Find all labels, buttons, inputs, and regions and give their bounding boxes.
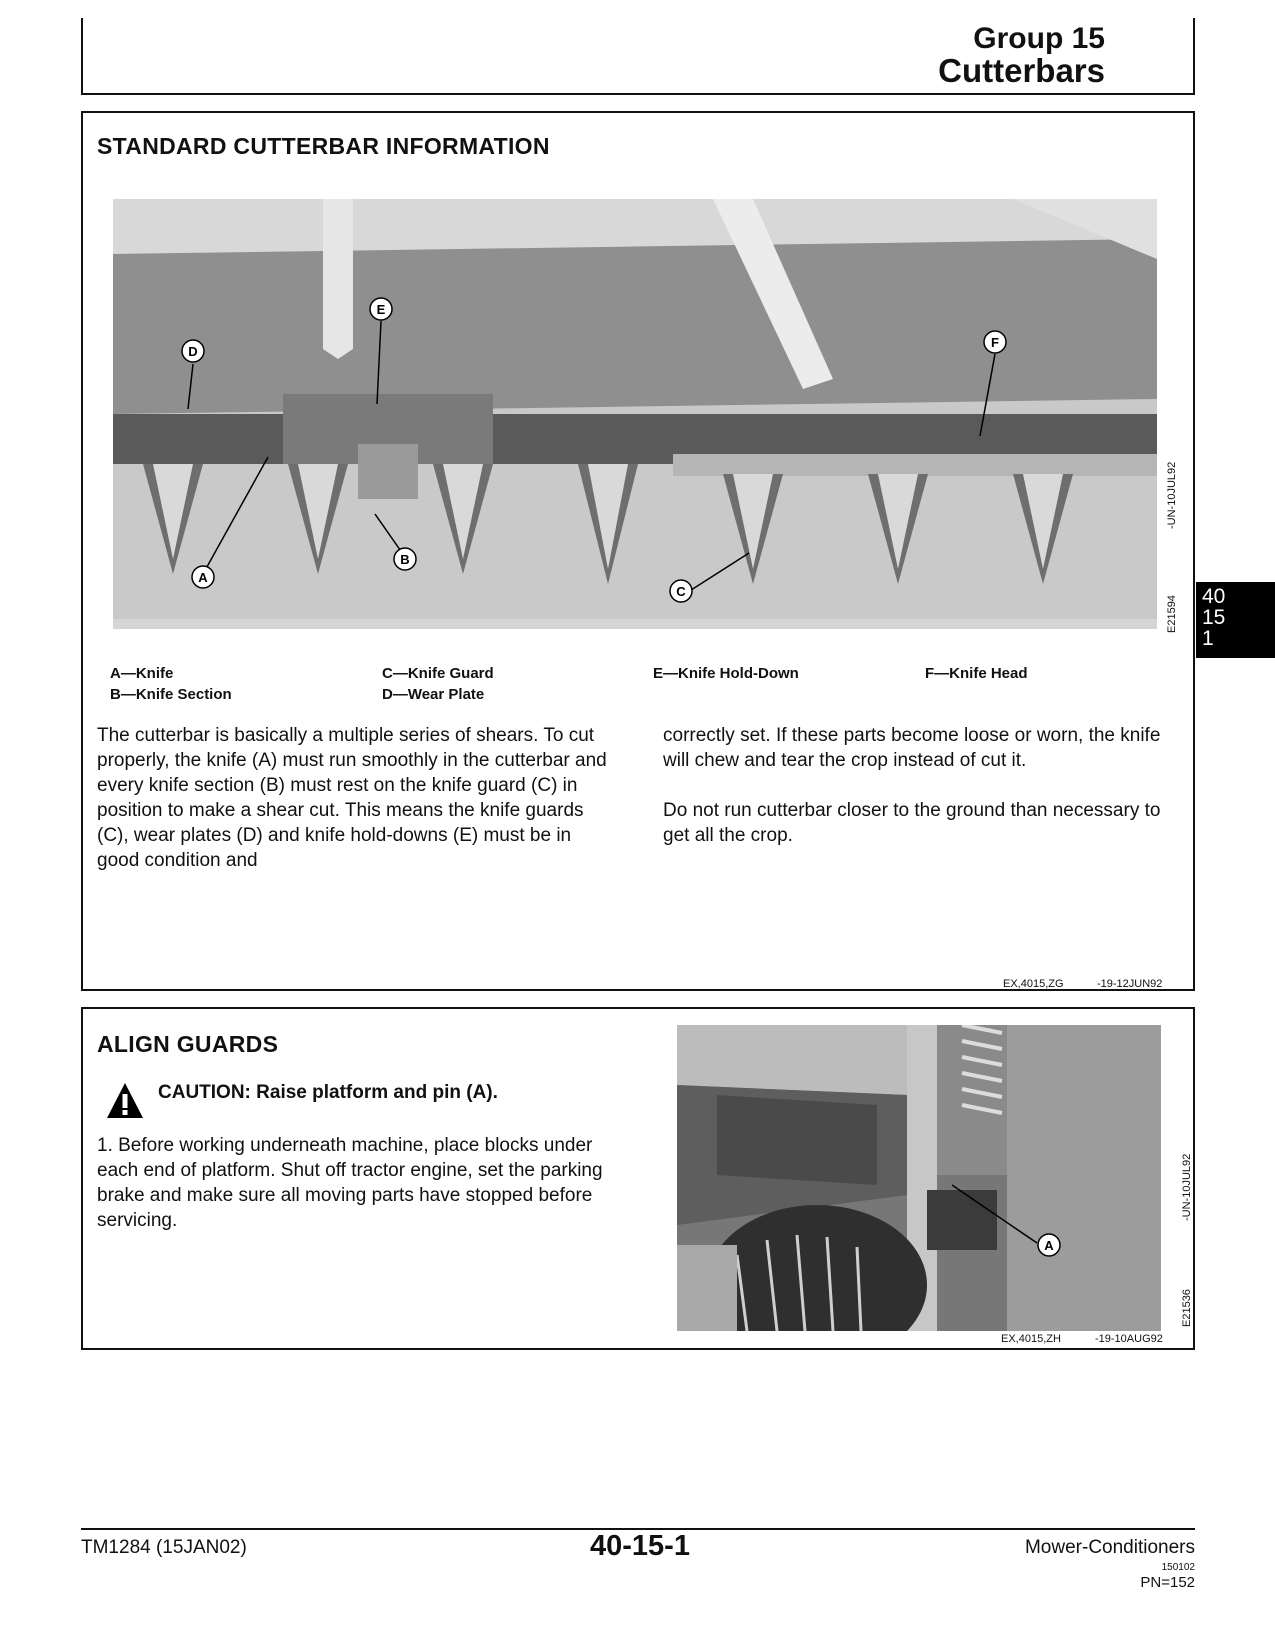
header-bottom-rule <box>81 93 1195 95</box>
image-code-e: E21594 <box>1166 595 1178 633</box>
body-column-2 <box>663 723 1183 848</box>
section-standard-cutterbar <box>81 111 1195 991</box>
tab-line-3: 1 <box>1202 627 1214 650</box>
legend-knife-head: F—Knife Head <box>925 665 1028 682</box>
callout-c: C <box>676 584 686 599</box>
callout-layer <box>677 1025 1161 1331</box>
section-align-guards <box>81 1007 1195 1350</box>
footer-doc-id: TM1284 (15JAN02) <box>81 1537 247 1558</box>
footer-page-number: 40-15-1 <box>590 1530 690 1562</box>
legend-knife-guard: C—Knife Guard <box>382 665 494 682</box>
section-title: STANDARD CUTTERBAR INFORMATION <box>97 133 550 159</box>
legend-knife-hold-down: E—Knife Hold-Down <box>653 665 799 682</box>
legend-wear-plate: D—Wear Plate <box>382 686 485 703</box>
section-tab <box>1196 582 1275 658</box>
step-1 <box>97 1133 627 1233</box>
section-title: ALIGN GUARDS <box>97 1031 279 1057</box>
header-left-rule <box>81 18 83 94</box>
callout-a: A <box>1044 1238 1054 1253</box>
group-label: Group 15 <box>973 22 1105 55</box>
callout-b: B <box>400 552 410 567</box>
callout-layer <box>113 199 1157 629</box>
body-column-1 <box>97 723 607 873</box>
body-paragraph: correctly set. If these parts become loose or worn, the knife will chew and tear the crop instead of cut it. <box>663 725 1161 771</box>
reference-date: -19-10AUG92 <box>1095 1333 1163 1345</box>
header-right-rule <box>1193 18 1195 94</box>
page-title: Cutterbars <box>938 52 1105 89</box>
caution-text: CAUTION: Raise platform and pin (A). <box>158 1082 498 1103</box>
caution-icon <box>105 1081 145 1121</box>
tab-line-2: 15 <box>1202 606 1226 629</box>
reference-code: EX,4015,ZG <box>1003 978 1064 990</box>
footer-date-code: 150102 <box>1161 1562 1195 1573</box>
tab-line-1: 40 <box>1202 585 1226 608</box>
image-code-un: -UN-10JUL92 <box>1181 1153 1193 1221</box>
image-code-e: E21536 <box>1181 1289 1193 1327</box>
body-paragraph: Do not run cutterbar closer to the ground than necessary to get all the crop. <box>663 800 1161 846</box>
footer-pn: PN=152 <box>1140 1574 1195 1591</box>
callout-a: A <box>198 570 208 585</box>
image-code-un: -UN-10JUL92 <box>1166 461 1178 529</box>
legend-knife: A—Knife <box>110 665 174 682</box>
platform-pin-photo <box>677 1025 1161 1331</box>
footer-product: Mower-Conditioners <box>1024 1537 1195 1558</box>
legend-knife-section: B—Knife Section <box>110 686 232 703</box>
body-paragraph: The cutterbar is basically a multiple series of shears. To cut properly, the knife (A) must run smoothly in the cutterbar and every knife section (B) must rest on the knife guard (C) in position to make a shear cut. This means the knife guards (C), wear plates (D) and knife hold-downs (E) must be in good condition and <box>97 725 607 871</box>
callout-e: E <box>376 302 386 317</box>
reference-code: EX,4015,ZH <box>1001 1333 1061 1345</box>
callout-d: D <box>188 344 198 359</box>
step-paragraph: 1. Before working underneath machine, place blocks under each end of platform. Shut off tractor engine, set the parking brake and make sure all moving parts have stopped before servicing. <box>97 1135 603 1231</box>
cutterbar-photo <box>113 199 1157 629</box>
reference-date: -19-12JUN92 <box>1097 978 1163 990</box>
callout-f: F <box>991 335 999 350</box>
